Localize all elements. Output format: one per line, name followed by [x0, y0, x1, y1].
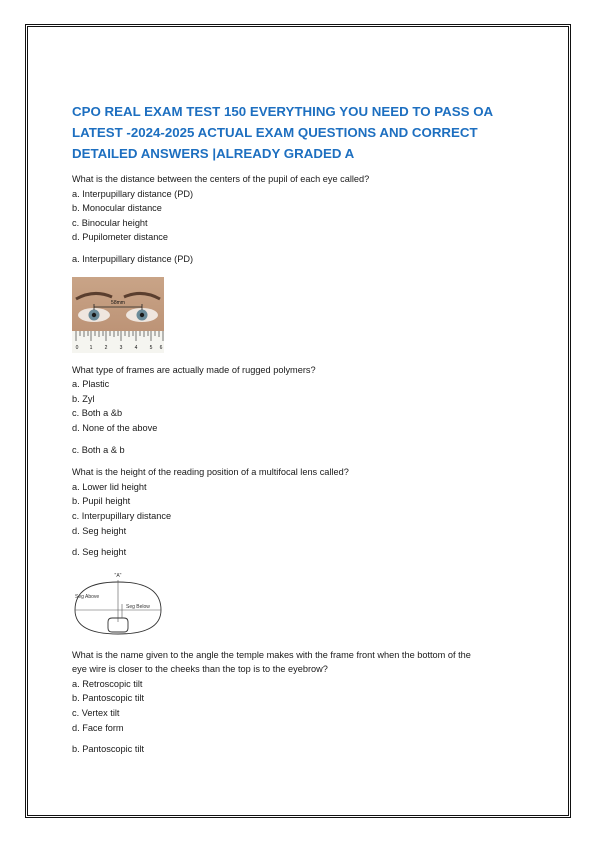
- ruler-number: 1: [89, 344, 93, 351]
- ruler-number: 4: [134, 344, 138, 351]
- seg-below-label: Seg Below: [126, 603, 150, 610]
- option: b. Pantoscopic tilt: [72, 693, 145, 704]
- option: d. Pupilometer distance: [72, 232, 169, 243]
- option: d. Seg height: [72, 525, 127, 536]
- option: b. Pupil height: [72, 496, 131, 507]
- option: c. Both a &b: [72, 408, 123, 419]
- option: c. Vertex tilt: [72, 708, 120, 719]
- option: a. Plastic: [72, 379, 110, 390]
- document-body: [72, 101, 532, 765]
- title-line: DETAILED ANSWERS |ALREADY GRADED A: [72, 146, 355, 161]
- ruler-number: 0: [75, 344, 79, 351]
- option: d. Face form: [72, 722, 124, 733]
- question-block: [72, 172, 532, 267]
- title-line: LATEST -2024-2025 ACTUAL EXAM QUESTIONS AND CORRECT: [72, 125, 478, 140]
- option: a. Interpupillary distance (PD): [72, 188, 194, 199]
- option: b. Zyl: [72, 393, 95, 404]
- document-title: [72, 101, 532, 164]
- seg-height-diagram: [72, 570, 164, 638]
- pd-measurement-image: [72, 277, 164, 353]
- answer-text: d. Seg height: [72, 547, 127, 558]
- pd-measure-label: 58mm: [111, 299, 125, 306]
- title-line: CPO REAL EXAM TEST 150 EVERYTHING YOU NEED TO PASS OA: [72, 104, 494, 119]
- ruler-number: 6: [159, 344, 163, 351]
- question-text-line: eye wire is closer to the cheeks than the top is to the eyebrow?: [72, 664, 328, 675]
- option: c. Interpupillary distance: [72, 510, 172, 521]
- question-text: What is the distance between the centers of the pupil of each eye called?: [72, 174, 370, 184]
- question-block: [72, 648, 532, 757]
- question-block: [72, 465, 532, 560]
- ruler-number: 2: [104, 344, 108, 351]
- question-text: What type of frames are actually made of rugged polymers?: [72, 364, 316, 375]
- answer-text: a. Interpupillary distance (PD): [72, 253, 194, 264]
- ruler-number: 3: [119, 344, 123, 351]
- answer-text: c. Both a & b: [72, 444, 125, 455]
- option: a. Lower lid height: [72, 481, 147, 492]
- seg-top-label: "A": [114, 572, 122, 579]
- question-text: What is the height of the reading position of a multifocal lens called?: [72, 467, 349, 478]
- seg-above-label: Seg Above: [75, 593, 100, 600]
- option: a. Retroscopic tilt: [72, 678, 143, 689]
- option: d. None of the above: [72, 422, 158, 433]
- ruler-number: 5: [149, 344, 153, 351]
- answer-text: b. Pantoscopic tilt: [72, 744, 145, 755]
- question-text-line: What is the name given to the angle the temple makes with the frame front when the bottom of the: [72, 649, 471, 660]
- option: c. Binocular height: [72, 217, 148, 228]
- option: b. Monocular distance: [72, 203, 162, 214]
- question-block: [72, 363, 532, 458]
